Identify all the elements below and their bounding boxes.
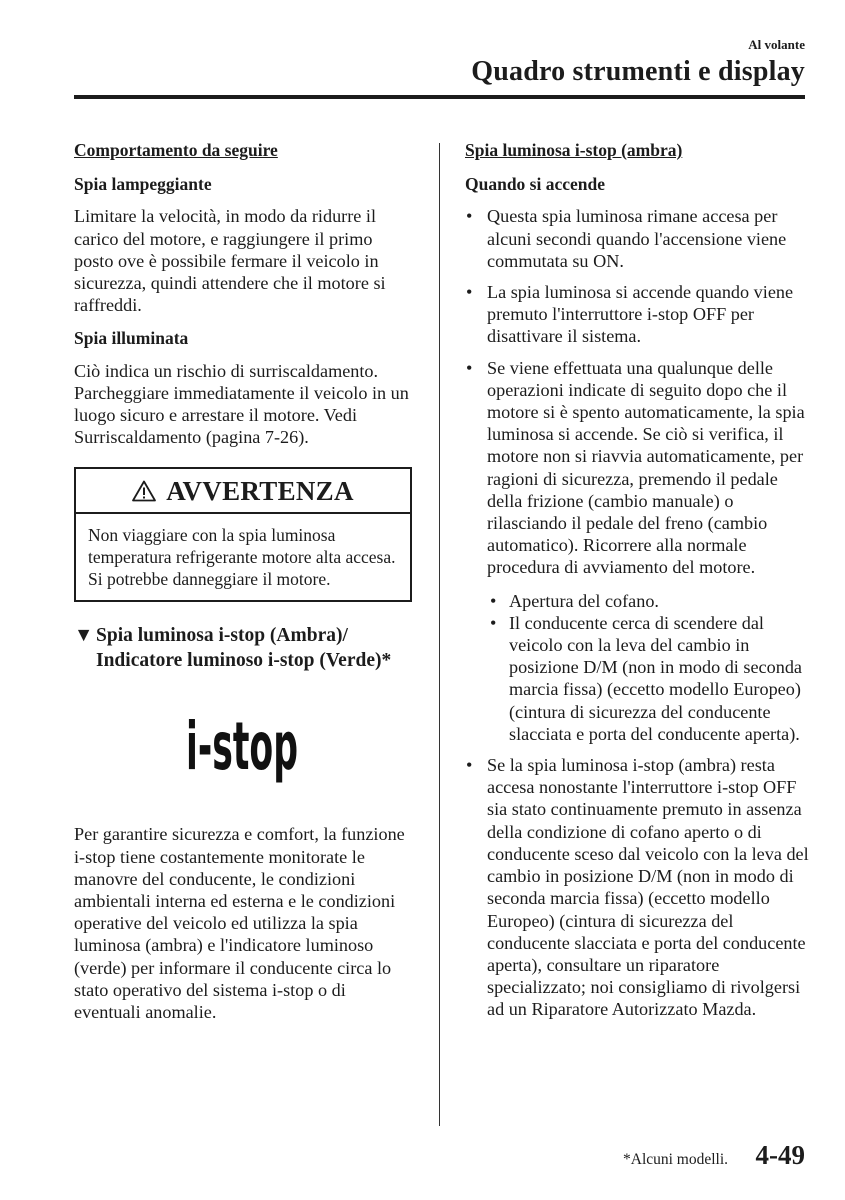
- amber-light-heading: Spia luminosa i-stop (ambra): [465, 140, 683, 160]
- column-divider: [439, 143, 440, 1126]
- list-item-text: La spia luminosa si accende quando viene premuto l'interruttore i-stop OFF per disattivare il sistema.: [487, 282, 794, 347]
- bullet-icon: •: [466, 357, 473, 378]
- page-title: Quadro strumenti e display: [471, 56, 805, 87]
- left-column: [74, 139, 416, 1034]
- when-lit-heading: Quando si accende: [465, 174, 606, 195]
- warning-header: [76, 469, 410, 514]
- bullet-icon: •: [466, 755, 473, 776]
- section-heading: [74, 623, 416, 673]
- header-rule: [74, 95, 805, 99]
- sub-list-item: [487, 590, 810, 612]
- page-number: 4-49: [755, 1140, 805, 1170]
- bullet-list: [465, 205, 810, 1020]
- section-arrow-icon: ▼: [74, 625, 94, 647]
- header-section-label: Al volante: [748, 37, 805, 52]
- right-column: [465, 139, 810, 1030]
- list-item: [465, 357, 810, 745]
- list-item-text: Se la spia luminosa i-stop (ambra) resta accesa nonostante l'interruttore i-stop OFF sia stato continuamente premuto in assenza della condizione di cofano aperto o di conducente sceso dal veicolo con la leva del cambio in posizione D/M (non in modo di seconda marcia fissa) (eccetto modello Europeo) (cintura di sicurezza del conducente slacciata e porta del conducente aperta), consultare un riparatore specializzato; noi consigliamo di rivolgersi ad un Riparatore Autorizzato Mazda.: [487, 755, 809, 1020]
- blinking-text: Limitare la velocità, in modo da ridurre il carico del motore, e raggiungere il primo posto ove è possibile fermare il veicolo in sicurezza, quindi attendere che il motore si raffreddi.: [74, 206, 386, 316]
- section-title: Spia luminosa i-stop (Ambra)/ Indicatore luminoso i-stop (Verde)*: [96, 625, 392, 672]
- warning-text: Non viaggiare con la spia luminosa temperatura refrigerante motore alta accesa. Si potrebbe danneggiare il motore.: [88, 525, 396, 590]
- bullet-icon: •: [466, 206, 473, 227]
- list-item: [465, 754, 810, 1020]
- list-item: [465, 281, 810, 348]
- lit-text: Ciò indica un rischio di surriscaldamento. Parcheggiare immediatamente il veicolo in un luogo sicuro e arrestare il motore. Vedi Surriscaldamento (pagina 7-26).: [74, 360, 409, 448]
- warning-box: [74, 467, 412, 602]
- istop-logo-text: i-stop: [186, 708, 298, 786]
- list-item-text: Se viene effettuata una qualunque delle operazioni indicate di seguito dopo che il motore si è spento automaticamente, la spia luminosa si accende. Se ciò si verifica, il motore non si riavvia automaticamente, per ragioni di sicurezza, premendo il pedale della frizione (cambio manuale) o rilasciando il pedale del freno (cambio automatico). Ricorrere alla normale procedura di avviamento del motore.: [487, 357, 805, 578]
- list-item-text: Questa spia luminosa rimane accesa per alcuni secondi quando l'accensione viene commutata su ON.: [487, 206, 787, 271]
- sub-list-item: [487, 612, 810, 745]
- blinking-heading: Spia lampeggiante: [74, 174, 212, 195]
- sub-list-item-text: Il conducente cerca di scendere dal veicolo con la leva del cambio in posizione D/M (non in modo di seconda marcia fissa) (eccetto modello Europeo) (cintura di sicurezza del conducente slacciata e porta del conducente aperta).: [509, 612, 802, 744]
- footnote: *Alcuni modelli.: [623, 1151, 729, 1168]
- sub-bullet-list: [487, 590, 810, 745]
- warning-triangle-icon: [132, 480, 156, 502]
- bullet-icon: •: [490, 612, 497, 633]
- bullet-icon: •: [466, 282, 473, 303]
- istop-logo: [186, 708, 302, 786]
- behavior-heading: Comportamento da seguire: [74, 140, 278, 160]
- sub-list-item-text: Apertura del cofano.: [509, 590, 659, 611]
- bullet-icon: •: [490, 590, 497, 611]
- lit-heading: Spia illuminata: [74, 328, 189, 349]
- intro-text: Per garantire sicurezza e comfort, la funzione i-stop tiene costantemente monitorate le manovre del conducente, le condizioni ambientali interna ed esterna e le condizioni operative del veicolo ed utilizza la spia luminosa (ambra) e l'indicatore luminoso (verde) per informare il conducente circa lo stato operativo del sistema i-stop o di eventuali anomalie.: [74, 824, 405, 1023]
- warning-title: AVVERTENZA: [166, 475, 354, 506]
- list-item: [465, 205, 810, 272]
